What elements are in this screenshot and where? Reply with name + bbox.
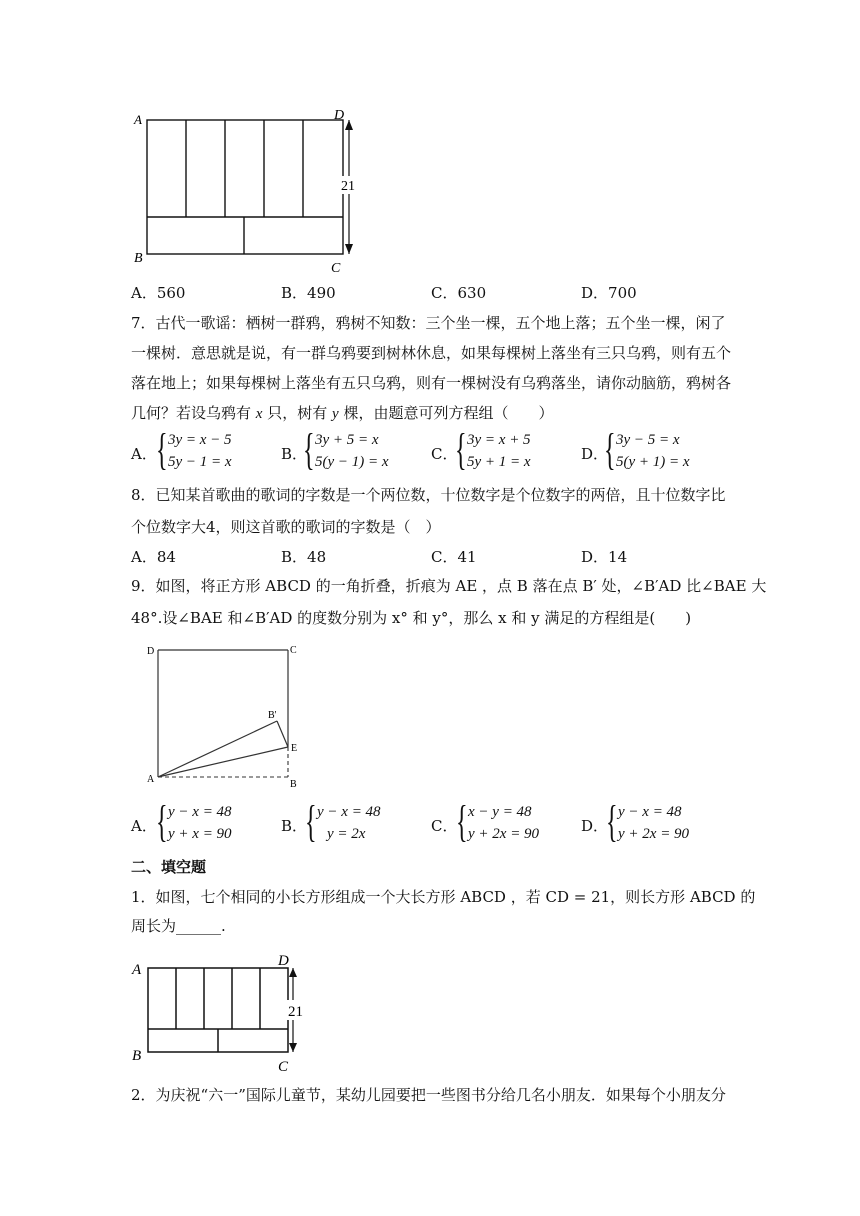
vertex-label-c: C: [331, 261, 341, 276]
q7-option-c-system: { 3y = x + 5 5y + 1 = x: [455, 425, 531, 474]
q9-option-b-system: { y − x = 48 y = 2x: [305, 797, 381, 846]
q9-option-a-letter: A．: [131, 817, 157, 835]
q8-option-a: A．84: [131, 548, 176, 566]
fig9-label-c: C: [290, 645, 297, 656]
q7-line-1: 7．古代一歌谣：栖树一群鸦，鸦树不知数：三个坐一棵，五个地上落；五个坐一棵，闲了: [131, 314, 726, 332]
dimension-label: 21: [341, 179, 355, 194]
q7-line-4: 几何？若设乌鸦有 x 只，树有 y 棵，由题意可列方程组（ ）: [131, 404, 554, 422]
vertex-label-c-bottom: C: [278, 1059, 289, 1075]
q9-option-d-letter: D．: [581, 817, 609, 835]
q9-option-c-letter: C．: [431, 817, 458, 835]
q9-line-2: 48°.设∠BAE 和∠B′AD 的度数分别为 x° 和 y°，那么 x 和 y 满足的方程组是( ): [131, 609, 692, 627]
q7-line-2: 一棵树．意思就是说，有一群乌鸦要到树林休息，如果每棵树上落坐有三只乌鸦，则有五个: [131, 344, 732, 362]
q8-line-2: 个位数字大4，则这首歌的歌词的字数是（ ）: [131, 518, 441, 536]
fig9-label-a: A: [147, 774, 155, 785]
vertex-label-a: A: [134, 112, 142, 127]
q7-option-a-letter: A．: [131, 445, 157, 463]
fig9-label-e: E: [291, 743, 298, 754]
option-c: C．630: [431, 284, 487, 302]
q7-option-b-system: { 3y + 5 = x 5(y − 1) = x: [303, 425, 389, 474]
dimension-label-bottom: 21: [288, 1004, 303, 1020]
fill-q2-line-1: 2．为庆祝“六一”国际儿童节，某幼儿园要把一些图书分给几名小朋友．如果每个小朋友分: [131, 1086, 726, 1104]
q8-option-d: D．14: [581, 548, 628, 566]
q8-line-1: 8．已知某首歌曲的歌词的字数是一个两位数，十位数字是个位数字的两倍，且十位数字比: [131, 486, 726, 504]
folded-square-figure: [140, 640, 310, 792]
q9-option-c-system: { x − y = 48 y + 2x = 90: [456, 797, 540, 846]
q8-option-c: C．41: [431, 548, 477, 566]
q9-option-b-letter: B．: [281, 817, 308, 835]
q7-option-a-system: { 3y = x − 5 5y − 1 = x: [156, 425, 232, 474]
q9-option-d-system: { y − x = 48 y + 2x = 90: [606, 797, 690, 846]
fig9-label-d: D: [147, 646, 155, 657]
vertex-label-b: B: [134, 251, 143, 266]
q7-option-c-letter: C．: [431, 445, 458, 463]
q9-option-a-system: { y − x = 48 y + x = 90: [156, 797, 232, 846]
vertex-label-d: D: [334, 108, 345, 123]
vertex-label-d-bottom: D: [278, 953, 289, 969]
q7-line-3: 落在地上；如果每棵树上落坐有五只乌鸦，则有一棵树没有乌鸦落坐，请你动脑筋，鸦树各: [131, 374, 732, 392]
section-title: 二、填空题: [131, 858, 207, 876]
option-a: A．560: [131, 284, 186, 302]
option-b: B．490: [281, 284, 336, 302]
fig9-label-b-prime: B': [268, 710, 277, 721]
fill-q1-line-2: 周长为______.: [131, 917, 226, 935]
q7-option-b-letter: B．: [281, 445, 308, 463]
q8-option-b: B．48: [281, 548, 327, 566]
vertex-label-a-bottom: A: [132, 962, 142, 978]
option-d: D．700: [581, 284, 637, 302]
vertex-label-b-bottom: B: [132, 1048, 142, 1064]
q7-option-d-letter: D．: [581, 445, 609, 463]
fig9-label-b: B: [290, 779, 297, 790]
rectangle-figure-bottom: [128, 948, 318, 1076]
q7-option-d-system: { 3y − 5 = x 5(y + 1) = x: [604, 425, 690, 474]
fill-q1-line-1: 1．如图，七个相同的小长方形组成一个大长方形 ABCD ，若 CD = 21，则长方形 ABCD 的: [131, 888, 756, 906]
rectangle-figure-top: [128, 100, 368, 278]
q9-line-1: 9．如图，将正方形 ABCD 的一角折叠，折痕为 AE ，点 B 落在点 B′ 处，∠B′AD 比∠BAE 大: [131, 577, 767, 595]
